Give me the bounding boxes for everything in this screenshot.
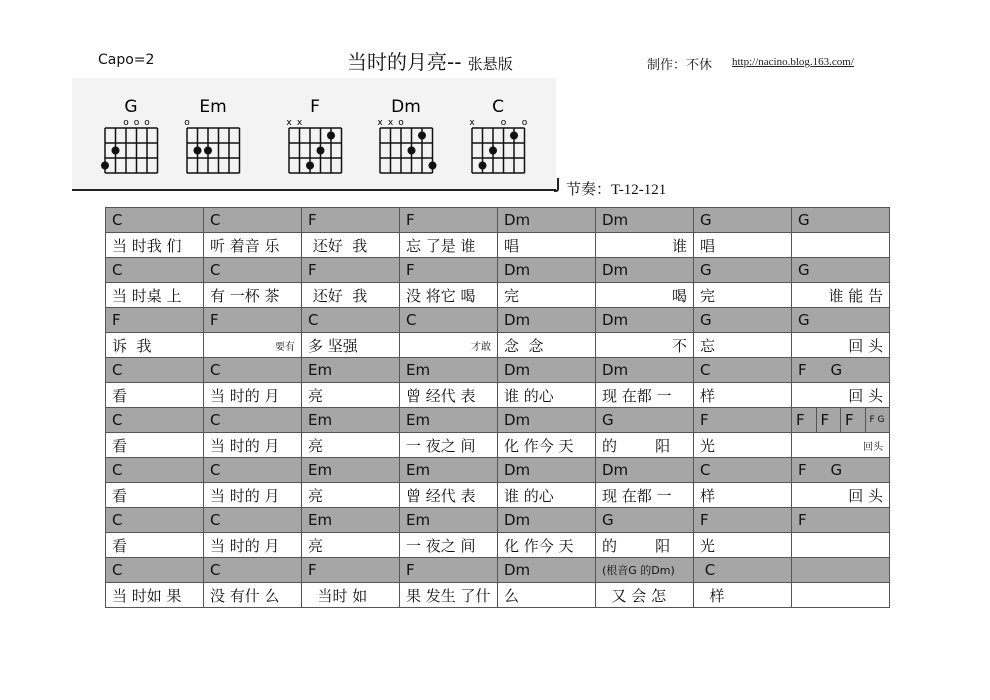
chord-cell: Em	[400, 408, 498, 433]
chord-cell: Dm	[498, 208, 596, 233]
title-version: 张悬版	[467, 55, 513, 73]
lyric-cell: 亮	[302, 483, 400, 508]
chord-cell: C	[106, 458, 204, 483]
chord-cell: C	[106, 408, 204, 433]
finger-dot	[101, 162, 109, 170]
lyric-cell: 忘 了是 谁	[400, 233, 498, 258]
muted-string-icon: x	[296, 118, 303, 128]
lyric-cell: 回头	[792, 433, 890, 458]
lyric-cell: 谁	[596, 233, 694, 258]
finger-dot	[418, 132, 426, 140]
chord-lyric-table	[105, 207, 890, 608]
lyric-cell: 当 时的 月	[204, 383, 302, 408]
lyric-cell: 当时 如	[302, 583, 400, 608]
chord-cell: G	[694, 208, 792, 233]
lyric-cell: 忘	[694, 333, 792, 358]
lyric-cell: 么	[498, 583, 596, 608]
lyric-cell	[792, 233, 890, 258]
chord-name: F	[310, 97, 320, 117]
chord-cell: C	[302, 308, 400, 333]
lyric-cell: 当 时的 月	[204, 533, 302, 558]
lyric-row	[106, 533, 890, 558]
lyric-cell: 现 在都 一	[596, 383, 694, 408]
chord-cell: F	[694, 508, 792, 533]
lyric-row	[106, 583, 890, 608]
chord-cell: Em	[302, 508, 400, 533]
chord-cell: Dm	[498, 458, 596, 483]
chord-cell: G	[792, 308, 890, 333]
chord-cell: Dm	[596, 458, 694, 483]
chord-cell: C	[204, 358, 302, 383]
chord-row	[106, 258, 890, 283]
rhythm-title: 节奏：	[566, 180, 612, 198]
chord-cell: F	[400, 208, 498, 233]
lyric-cell: 喝	[596, 283, 694, 308]
lyric-cell: 现 在都 一	[596, 483, 694, 508]
lyric-cell: 光	[694, 433, 792, 458]
lyric-cell: 的 阳	[596, 533, 694, 558]
lyric-cell: 样	[694, 383, 792, 408]
chord-name: C	[492, 97, 504, 117]
chord-cell: C	[204, 558, 302, 583]
lyric-cell: 当 时桌 上	[106, 283, 204, 308]
chord-diagrams	[72, 78, 556, 190]
chord-cell: Dm	[596, 208, 694, 233]
chord-cell: Em	[400, 358, 498, 383]
chord-diagram-Dm	[377, 97, 436, 173]
chord-cell: C	[204, 208, 302, 233]
finger-dot	[479, 162, 487, 170]
lyric-cell: 亮	[302, 383, 400, 408]
muted-string-icon: x	[469, 118, 475, 128]
divider-hook	[554, 178, 559, 192]
lyric-cell: 多 坚强	[302, 333, 400, 358]
finger-dot	[204, 147, 212, 155]
chord-cell: F G	[792, 458, 890, 483]
lyric-cell: 没 有什 么	[204, 583, 302, 608]
muted-string-icon: x	[286, 118, 292, 128]
open-string-icon: o	[521, 118, 528, 128]
chord-row	[106, 508, 890, 533]
lyric-cell: 化 作今 天	[498, 433, 596, 458]
lyric-row	[106, 283, 890, 308]
lyric-cell: 唱	[498, 233, 596, 258]
chord-cell: C	[106, 358, 204, 383]
lyric-cell: 诉 我	[106, 333, 204, 358]
lyric-cell: 果 发生 了什	[400, 583, 498, 608]
lyric-cell: 一 夜之 间	[400, 533, 498, 558]
chord-cell: Dm	[498, 558, 596, 583]
lyric-cell: 谁 能 告	[792, 283, 890, 308]
chord-cell: (根音G 的Dm)	[596, 558, 694, 583]
lyric-cell: 曾 经代 表	[400, 383, 498, 408]
open-string-icon: o	[144, 118, 150, 128]
chord-cell: G	[596, 508, 694, 533]
lyric-cell: 还好 我	[302, 233, 400, 258]
open-string-icon: o	[500, 118, 507, 128]
chord-cell: Dm	[498, 358, 596, 383]
chord-cell: G	[792, 258, 890, 283]
lyric-cell: 看	[106, 483, 204, 508]
chord-cell: G	[694, 258, 792, 283]
title-text: 当时的月亮--	[347, 50, 462, 74]
lyric-cell: 化 作今 天	[498, 533, 596, 558]
lyric-cell: 完	[498, 283, 596, 308]
open-string-icon: o	[123, 118, 129, 128]
lyric-cell: 完	[694, 283, 792, 308]
lyric-cell: 看	[106, 433, 204, 458]
chord-name: Em	[199, 97, 227, 117]
lyric-cell	[792, 533, 890, 558]
song-title	[347, 46, 513, 75]
lyric-cell: 当 时我 们	[106, 233, 204, 258]
lyric-cell: 没 将它 喝	[400, 283, 498, 308]
open-string-icon: o	[398, 118, 404, 128]
chord-cell: Dm	[596, 358, 694, 383]
lyric-cell: 唱	[694, 233, 792, 258]
chord-cell: Dm	[498, 408, 596, 433]
chord-cell: F	[106, 308, 204, 333]
chord-cell: C	[204, 458, 302, 483]
muted-string-icon: x	[387, 118, 394, 128]
chord-cell: C	[694, 558, 792, 583]
finger-dot	[327, 132, 335, 140]
chord-cell: F	[302, 558, 400, 583]
lyric-cell: 曾 经代 表	[400, 483, 498, 508]
chord-subcell: F	[841, 408, 866, 432]
lyric-row	[106, 483, 890, 508]
lyric-cell: 才敢	[400, 333, 498, 358]
rhythm-value: T-12-121	[611, 182, 667, 198]
chord-cell: Em	[302, 408, 400, 433]
chord-cell: C	[400, 308, 498, 333]
chord-name: Dm	[391, 97, 421, 117]
chord-diagram-F	[286, 97, 341, 173]
lyric-cell: 亮	[302, 533, 400, 558]
finger-dot	[317, 147, 325, 155]
chord-cell: C	[694, 458, 792, 483]
finger-dot	[429, 162, 437, 170]
chord-row	[106, 408, 890, 433]
lyric-row	[106, 333, 890, 358]
open-string-icon: o	[184, 118, 190, 128]
lyric-cell: 亮	[302, 433, 400, 458]
chord-cell: C	[694, 358, 792, 383]
chord-cell: C	[204, 508, 302, 533]
chord-row	[106, 208, 890, 233]
chord-diagram-Em	[184, 97, 239, 173]
lyric-cell: 听 着音 乐	[204, 233, 302, 258]
chord-row	[106, 558, 890, 583]
chord-cell: Em	[400, 458, 498, 483]
lyric-cell: 不	[596, 333, 694, 358]
chord-row	[106, 358, 890, 383]
author-label: 制作：不休	[647, 58, 713, 73]
chord-cell: C	[204, 258, 302, 283]
lyric-cell: 当 时的 月	[204, 433, 302, 458]
lyric-row	[106, 383, 890, 408]
chord-cell	[792, 558, 890, 583]
chord-cell: F	[302, 208, 400, 233]
finger-dot	[510, 132, 518, 140]
chord-cell: C	[106, 258, 204, 283]
lyric-cell: 有 一杯 茶	[204, 283, 302, 308]
lyric-cell: 谁 的心	[498, 383, 596, 408]
lyric-cell: 样	[694, 483, 792, 508]
chord-cell: G	[792, 208, 890, 233]
chord-name: G	[124, 97, 138, 117]
chord-cell: F	[400, 258, 498, 283]
chord-cell: C	[106, 508, 204, 533]
lyric-cell: 还好 我	[302, 283, 400, 308]
lyric-cell: 念 念	[498, 333, 596, 358]
chord-cell: Dm	[498, 308, 596, 333]
chord-cell: F	[694, 408, 792, 433]
lyric-cell: 要有	[204, 333, 302, 358]
lyric-cell: 回 头	[792, 333, 890, 358]
chord-cell: F	[400, 558, 498, 583]
lyric-cell: 回 头	[792, 483, 890, 508]
chord-cell: Em	[302, 458, 400, 483]
open-string-icon: o	[133, 118, 140, 128]
chord-cell: Em	[400, 508, 498, 533]
chord-cell: C	[204, 408, 302, 433]
lyric-cell: 回 头	[792, 383, 890, 408]
muted-string-icon: x	[377, 118, 383, 128]
lyric-cell: 当 时如 果	[106, 583, 204, 608]
blog-link[interactable]: http://nacino.blog.163.com/	[732, 56, 854, 68]
finger-dot	[408, 147, 416, 155]
lyric-cell: 样	[694, 583, 792, 608]
chord-diagram-G	[101, 97, 158, 173]
lyric-row	[106, 433, 890, 458]
chord-cell: Em	[302, 358, 400, 383]
chord-cell: F	[204, 308, 302, 333]
chord-cell: Dm	[498, 258, 596, 283]
chord-cell: Dm	[498, 508, 596, 533]
chord-subcell: F	[792, 408, 817, 432]
chord-cell: F	[302, 258, 400, 283]
lyric-cell: 看	[106, 383, 204, 408]
chord-cell	[792, 408, 890, 433]
chord-cell: G	[596, 408, 694, 433]
chord-cell: F	[792, 508, 890, 533]
finger-dot	[306, 162, 314, 170]
lyric-cell: 的 阳	[596, 433, 694, 458]
rhythm-label	[566, 178, 666, 199]
chord-diagram-C	[469, 97, 527, 173]
lyric-row	[106, 233, 890, 258]
lyric-cell: 谁 的心	[498, 483, 596, 508]
chord-subcell: F	[817, 408, 842, 432]
finger-dot	[194, 147, 202, 155]
finger-dot	[112, 147, 120, 155]
chord-cell: C	[106, 558, 204, 583]
divider-line	[72, 189, 556, 191]
chord-subcell: F G	[869, 415, 885, 425]
lyric-cell: 又 会 怎	[596, 583, 694, 608]
chord-cell: F G	[792, 358, 890, 383]
chord-cell: C	[106, 208, 204, 233]
chord-cell: Dm	[596, 308, 694, 333]
chord-cell: G	[694, 308, 792, 333]
chord-row	[106, 308, 890, 333]
chord-cell: Dm	[596, 258, 694, 283]
lyric-cell: 一 夜之 间	[400, 433, 498, 458]
capo-label: Capo=2	[98, 52, 155, 68]
chord-row	[106, 458, 890, 483]
lyric-cell: 当 时的 月	[204, 483, 302, 508]
finger-dot	[489, 147, 497, 155]
lyric-cell: 光	[694, 533, 792, 558]
lyric-cell: 看	[106, 533, 204, 558]
lyric-cell	[792, 583, 890, 608]
